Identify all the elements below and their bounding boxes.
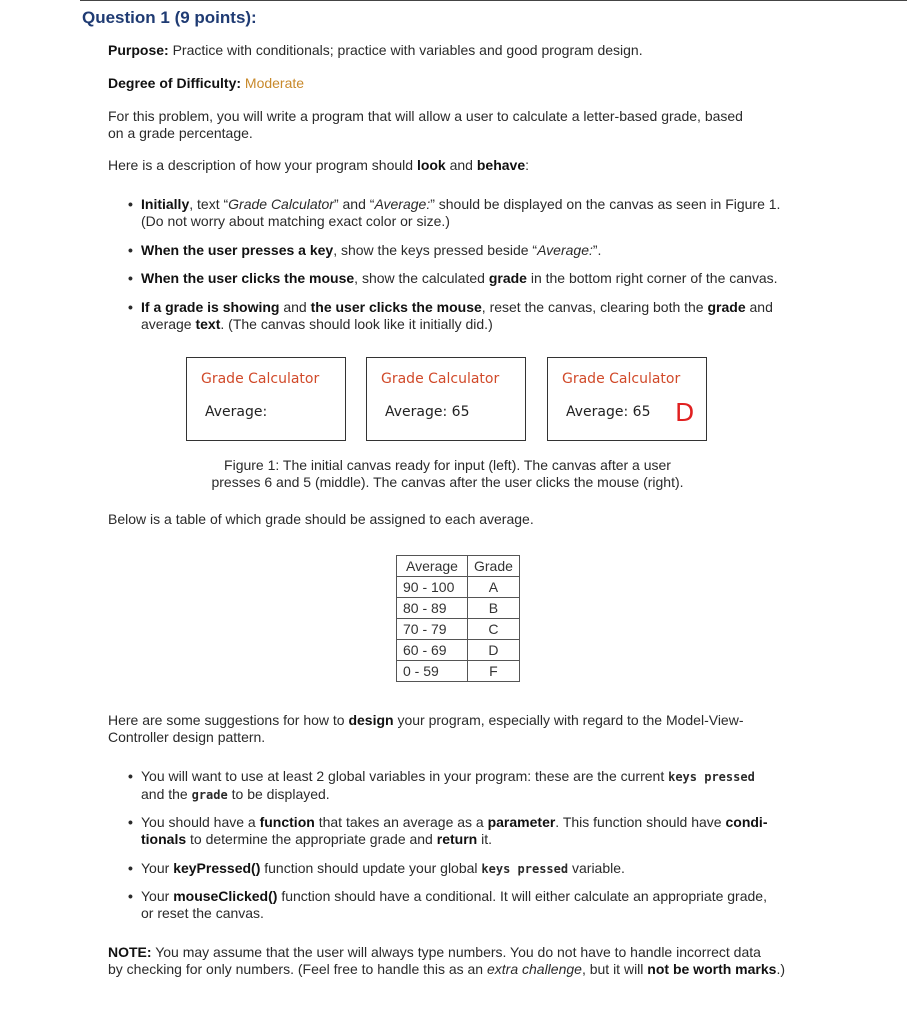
- b2-i: Average:: [537, 242, 593, 258]
- suggestion-item-mouseclicked: [128, 888, 831, 922]
- b2-a: , show the keys pressed beside “: [333, 242, 538, 258]
- design-intro-post: your program, especially with regard to the Model-View-: [393, 712, 744, 728]
- behaviour-item-keypress: [128, 242, 831, 259]
- b3-bold: When the user clicks the mouse: [141, 270, 355, 286]
- b3-b: in the bottom right corner of the canvas.: [526, 270, 778, 286]
- note-paragraph: [108, 944, 848, 978]
- cell-average: 90 - 100: [397, 577, 468, 598]
- s4-a: Your: [141, 888, 174, 904]
- b3-a: , show the calculated: [354, 270, 489, 286]
- intro-line-2: on a grade percentage.: [108, 125, 253, 141]
- s2-e: it.: [477, 831, 492, 847]
- purpose-label: Purpose:: [108, 42, 169, 58]
- desc-text: Here is a description of how your program should: [108, 157, 417, 173]
- s1-code1: keys pressed: [668, 770, 755, 784]
- suggestion-item-globals: [128, 768, 831, 804]
- header-average: Average: [397, 556, 468, 577]
- s2-c: . This function should have: [555, 814, 726, 830]
- design-intro-line2: Controller design pattern.: [108, 729, 266, 745]
- canvas-title: Grade Calculator: [381, 371, 500, 387]
- cell-grade: A: [468, 577, 520, 598]
- s1-c: to be displayed.: [227, 786, 330, 802]
- suggestion-item-function: [128, 814, 831, 848]
- b2-b: ”.: [592, 242, 602, 258]
- purpose-text: Practice with conditionals; practice with variables and good program design.: [172, 42, 643, 58]
- cell-average: 60 - 69: [397, 640, 468, 661]
- bullet-icon: •: [128, 814, 133, 830]
- canvas-after-keys: [366, 357, 526, 441]
- cell-average: 0 - 59: [397, 661, 468, 682]
- table-row: [397, 577, 520, 598]
- s1-code2: grade: [191, 788, 228, 802]
- bullet-icon: •: [128, 860, 133, 876]
- table-row: [397, 661, 520, 682]
- table-header-row: [397, 556, 520, 577]
- b4-bold2: the user clicks the mouse: [310, 299, 482, 315]
- b1-b: ” and “: [333, 196, 375, 212]
- cell-grade: D: [468, 640, 520, 661]
- design-intro: [108, 712, 838, 746]
- bullet-icon: •: [128, 768, 133, 784]
- description-line: [108, 157, 529, 174]
- canvas-title: Grade Calculator: [562, 371, 681, 387]
- note-line2-b: , but it will: [581, 961, 648, 977]
- cell-grade: F: [468, 661, 520, 682]
- b4-line2-a: average: [141, 316, 196, 332]
- b2-bold: When the user presses a key: [141, 242, 334, 258]
- suggestion-item-keypressed: [128, 860, 831, 878]
- behaviour-item-click: [128, 270, 831, 287]
- canvas-average: Average: 65: [566, 404, 651, 420]
- b4-line2-bold: text: [195, 316, 221, 332]
- s2-bold2: parameter: [487, 814, 556, 830]
- canvas-average: Average: 65: [385, 404, 470, 420]
- intro-paragraph: [108, 108, 838, 142]
- s2-bold5: return: [436, 831, 478, 847]
- s1-a: You will want to use at least 2 global variables in your program: these are the current: [141, 768, 669, 784]
- b1-a: , text “: [189, 196, 229, 212]
- canvas-grade: D: [675, 398, 695, 427]
- cell-grade: C: [468, 619, 520, 640]
- b1-line2: (Do not worry about matching exact color or size.): [141, 213, 450, 229]
- bullet-icon: •: [128, 270, 133, 286]
- desc-behave: behave: [476, 157, 526, 173]
- design-intro-pre: Here are some suggestions for how to: [108, 712, 349, 728]
- s3-bold: keyPressed(): [173, 860, 261, 876]
- note-line1: You may assume that the user will always type numbers. You do not have to handle incorrect data: [151, 944, 761, 960]
- intro-line-1: For this problem, you will write a program that will allow a user to calculate a letter-based grade, based: [108, 108, 743, 124]
- s1-b: and the: [141, 786, 192, 802]
- note-line2-a: by checking for only numbers. (Feel free to handle this as an: [108, 961, 487, 977]
- difficulty-label: Degree of Difficulty:: [108, 75, 242, 91]
- s3-b: function should update your global: [260, 860, 482, 876]
- note-line2-italic: extra challenge: [486, 961, 582, 977]
- b1-bold: Initially: [141, 196, 190, 212]
- s2-a: You should have a: [141, 814, 260, 830]
- grade-table: [396, 555, 520, 682]
- s2-bold4: tionals: [141, 831, 187, 847]
- behaviour-item-reset: [128, 299, 831, 333]
- note-label: NOTE:: [108, 944, 152, 960]
- bullet-icon: •: [128, 299, 133, 315]
- cell-average: 70 - 79: [397, 619, 468, 640]
- caption-line-2: presses 6 and 5 (middle). The canvas after the user clicks the mouse (right).: [211, 474, 684, 490]
- design-intro-bold: design: [348, 712, 394, 728]
- table-row: [397, 640, 520, 661]
- s3-c: variable.: [568, 860, 625, 876]
- s2-b: that takes an average as a: [314, 814, 488, 830]
- s2-d: to determine the appropriate grade and: [186, 831, 437, 847]
- b4-c: and: [745, 299, 773, 315]
- s3-a: Your: [141, 860, 174, 876]
- desc-colon: :: [525, 157, 529, 173]
- b4-a: and: [279, 299, 311, 315]
- note-line2-c: .): [776, 961, 785, 977]
- s3-code: keys pressed: [481, 862, 569, 876]
- bullet-icon: •: [128, 196, 133, 212]
- figure-caption: [150, 457, 745, 491]
- canvas-initial: [186, 357, 346, 441]
- desc-look: look: [416, 157, 446, 173]
- b1-c: ” should be displayed on the canvas as seen in Figure 1.: [430, 196, 781, 212]
- table-intro: Below is a table of which grade should be assigned to each average.: [108, 511, 534, 527]
- bullet-icon: •: [128, 888, 133, 904]
- s4-b: function should have a conditional. It will either calculate an appropriate grade,: [277, 888, 767, 904]
- difficulty-value: Moderate: [244, 75, 305, 91]
- purpose-line: [108, 42, 643, 59]
- b1-i1: Grade Calculator: [228, 196, 334, 212]
- cell-grade: B: [468, 598, 520, 619]
- question-title: Question 1 (9 points):: [82, 8, 257, 27]
- top-rule: [80, 0, 907, 1]
- canvas-after-click: [547, 357, 707, 441]
- s4-bold: mouseClicked(): [173, 888, 278, 904]
- b4-line2-b: . (The canvas should look like it initially did.): [220, 316, 493, 332]
- canvas-title: Grade Calculator: [201, 371, 320, 387]
- b1-i2: Average:: [374, 196, 431, 212]
- table-row: [397, 619, 520, 640]
- b4-bold3: grade: [707, 299, 746, 315]
- canvas-average: Average:: [205, 404, 268, 420]
- note-line2-bold: not be worth marks: [647, 961, 777, 977]
- b4-b: , reset the canvas, clearing both the: [481, 299, 708, 315]
- b3-bold2: grade: [488, 270, 527, 286]
- desc-and: and: [445, 157, 477, 173]
- s2-bold1: function: [259, 814, 315, 830]
- header-grade: Grade: [468, 556, 520, 577]
- s4-line2: or reset the canvas.: [141, 905, 264, 921]
- b4-bold1: If a grade is showing: [141, 299, 280, 315]
- cell-average: 80 - 89: [397, 598, 468, 619]
- bullet-icon: •: [128, 242, 133, 258]
- behaviour-item-initially: [128, 196, 831, 230]
- s2-bold3: condi-: [725, 814, 768, 830]
- difficulty-line: [108, 75, 304, 92]
- table-row: [397, 598, 520, 619]
- caption-line-1: Figure 1: The initial canvas ready for input (left). The canvas after a user: [224, 457, 671, 473]
